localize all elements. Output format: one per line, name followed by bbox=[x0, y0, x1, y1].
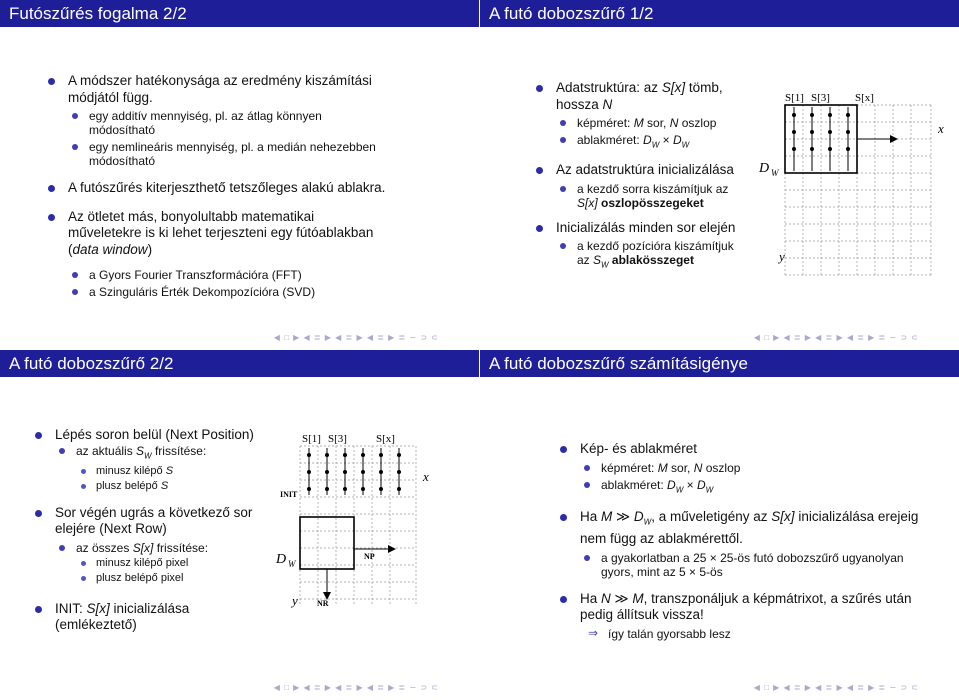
t: a kezdő sorra kiszámítjuk az bbox=[577, 181, 729, 196]
t: ≫ bbox=[610, 590, 633, 606]
label-dw-sub: W bbox=[288, 559, 296, 569]
t: oszlopösszegeket bbox=[597, 195, 704, 210]
t: N bbox=[601, 590, 611, 606]
t: D bbox=[633, 508, 644, 524]
sub-bullet bbox=[580, 461, 938, 475]
t: D bbox=[667, 477, 676, 492]
t: ablakösszeget bbox=[608, 253, 694, 268]
t: inicializálása erejeig nem függ az ablakmérettől. bbox=[580, 508, 919, 547]
t: × bbox=[683, 477, 697, 492]
t: S[x] bbox=[577, 195, 598, 210]
t: oszlop bbox=[702, 460, 741, 475]
slide-3-body bbox=[0, 377, 479, 700]
t: M bbox=[632, 590, 644, 606]
t: W bbox=[643, 517, 652, 527]
sub-bullet bbox=[55, 541, 263, 585]
t: Inicializálás minden sor elején bbox=[556, 219, 736, 235]
label-s3: S[3] bbox=[328, 433, 347, 445]
label-dw: D bbox=[759, 161, 770, 176]
t: S[x] bbox=[86, 600, 110, 616]
slide-3-content bbox=[33, 427, 263, 644]
t: Adatstruktúra: az bbox=[556, 80, 662, 95]
t: N bbox=[602, 96, 613, 112]
sub-bullet bbox=[68, 109, 391, 137]
sub-bullet bbox=[68, 268, 391, 282]
nav-controls[interactable]: ◀ □ ▶ ◀ ≣ ▶ ◀ ≣ ▶ ◀ ≣ ▶ ≣ ∽ ⊃ ⊂ bbox=[273, 683, 439, 692]
t: képméret: bbox=[601, 460, 658, 475]
bullet bbox=[534, 220, 749, 273]
label-y: y bbox=[779, 249, 785, 264]
slide-4 bbox=[480, 350, 959, 700]
t: Lépés soron belül (Next Position) bbox=[55, 427, 254, 442]
t: N bbox=[669, 116, 679, 130]
slide-1-body bbox=[0, 27, 479, 350]
slide-4-content bbox=[558, 441, 938, 651]
label-sx: S[x] bbox=[376, 433, 395, 445]
t: S[x] bbox=[661, 80, 686, 95]
sub-bullet bbox=[55, 444, 263, 493]
label-x: x bbox=[938, 121, 944, 136]
sub-bullet bbox=[556, 182, 749, 210]
t: Sor végén ugrás a következő sor elejére (Next Row) bbox=[55, 504, 253, 537]
nav-controls[interactable]: ◀ □ ▶ ◀ ≣ ▶ ◀ ≣ ▶ ◀ ≣ ▶ ≣ ∽ ⊃ ⊂ bbox=[273, 333, 439, 342]
label-x: x bbox=[423, 469, 429, 484]
bullet-text-end: ) bbox=[147, 241, 153, 257]
label-s3: S[3] bbox=[811, 92, 830, 104]
t: a gyakorlatban a 25 × 25-ös futó dobozszűrő ugyanolyan gyors, mint az 5 × 5-ös bbox=[601, 550, 904, 579]
implies-icon: ⇒ bbox=[588, 625, 599, 640]
t: , transzponáljuk a képmátrixot, a szűrés után pedig állítsuk vissza! bbox=[580, 590, 912, 623]
t: × bbox=[659, 133, 673, 147]
t: , a műveletigény az bbox=[651, 508, 772, 524]
bullet bbox=[558, 441, 938, 497]
bullet bbox=[46, 73, 391, 168]
label-nr: NR bbox=[317, 599, 329, 608]
t: plusz belépő pixel bbox=[96, 571, 184, 584]
t: W bbox=[675, 484, 684, 494]
implication-line bbox=[580, 627, 938, 641]
sub-bullet bbox=[580, 478, 938, 497]
t: D bbox=[643, 133, 652, 147]
t: sor, bbox=[643, 116, 670, 130]
label-init: INIT bbox=[280, 490, 298, 499]
t: M bbox=[601, 508, 613, 524]
label-sx: S[x] bbox=[855, 92, 874, 104]
t: inicializálása (emlékeztető) bbox=[55, 600, 190, 633]
t: plusz belépő bbox=[96, 479, 161, 492]
slide-1 bbox=[0, 0, 479, 350]
t: minusz kilépő bbox=[96, 464, 166, 477]
t: sor, bbox=[667, 460, 694, 475]
t: INIT: bbox=[55, 600, 87, 616]
bullet-text: A módszer hatékonysága az eredmény kiszámítási módjától függ. bbox=[68, 73, 372, 105]
sub-bullet-text: a Gyors Fourier Transzformációra (FFT) bbox=[89, 268, 302, 282]
t: oszlop bbox=[678, 116, 717, 130]
t: így talán gyorsabb lesz bbox=[608, 626, 731, 641]
t: S bbox=[165, 464, 174, 477]
bullet-text: Az ötletet más, bonyolultabb matematikai műveletekre is ki lehet terjeszteni egy fútóablakban ( bbox=[68, 208, 374, 257]
sub-bullet-text: a Szinguláris Érték Dekompozícióra (SVD) bbox=[89, 285, 316, 299]
slide-4-body bbox=[480, 377, 959, 700]
t: W bbox=[705, 484, 714, 494]
sub-bullet bbox=[556, 239, 749, 272]
t: M bbox=[633, 116, 644, 130]
np-arrowhead bbox=[388, 545, 396, 553]
t: W bbox=[681, 140, 690, 150]
label-np: NP bbox=[364, 552, 375, 561]
bullet bbox=[46, 180, 391, 197]
t: Az adatstruktúra inicializálása bbox=[556, 162, 734, 178]
window-box bbox=[300, 517, 354, 569]
sub-bullet-text: egy nemlineáris mennyiség, pl. a medián nehezebben módosítható bbox=[89, 140, 376, 168]
sub-bullet bbox=[556, 116, 749, 130]
t: N bbox=[693, 460, 703, 475]
sub-bullet bbox=[580, 551, 938, 579]
label-dw: D bbox=[276, 552, 287, 567]
slide-2-content bbox=[534, 80, 749, 283]
slide-2-body bbox=[480, 27, 959, 350]
nav-controls[interactable]: ◀ □ ▶ ◀ ≣ ▶ ◀ ≣ ▶ ◀ ≣ ▶ ≣ ∽ ⊃ ⊂ bbox=[753, 333, 919, 342]
t: Ha bbox=[580, 508, 602, 524]
sub-sub-bullet bbox=[76, 480, 263, 493]
label-s1: S[1] bbox=[302, 433, 321, 445]
t: frissítése: bbox=[153, 540, 209, 555]
t: ≫ bbox=[612, 508, 634, 524]
t: D bbox=[696, 477, 706, 492]
bullet-italic: data window bbox=[72, 241, 148, 257]
label-dw-sub: W bbox=[771, 168, 779, 178]
slide-4-title: A futó dobozszűrő számításigénye bbox=[480, 350, 959, 377]
bullet bbox=[534, 80, 749, 152]
bullet bbox=[33, 427, 263, 493]
t: tömb, hossza bbox=[556, 80, 723, 112]
bullet bbox=[558, 509, 938, 579]
t: S bbox=[593, 253, 602, 268]
bullet bbox=[46, 209, 391, 300]
t: Ha bbox=[580, 590, 602, 606]
t: a kezdő pozícióra kiszámítjuk bbox=[577, 239, 734, 254]
bullet-text: A futószűrés kiterjeszthető tetszőleges alakú ablakra. bbox=[68, 180, 386, 195]
t: ablakméret: bbox=[601, 477, 668, 492]
t: az összes bbox=[76, 540, 133, 555]
slide-1-title: Futószűrés fogalma 2/2 bbox=[0, 0, 479, 27]
bullet bbox=[33, 505, 263, 585]
t: W bbox=[144, 450, 152, 460]
bullet bbox=[558, 591, 938, 641]
t: Kép- és ablakméret bbox=[580, 441, 698, 456]
sub-sub-bullet bbox=[76, 557, 263, 570]
grid bbox=[785, 105, 931, 275]
nav-controls[interactable]: ◀ □ ▶ ◀ ≣ ▶ ◀ ≣ ▶ ◀ ≣ ▶ ≣ ∽ ⊃ ⊂ bbox=[753, 683, 919, 692]
sub-sub-bullet bbox=[76, 572, 263, 585]
t: képméret: bbox=[577, 116, 634, 130]
t: az bbox=[577, 253, 594, 268]
slide-2 bbox=[480, 0, 959, 350]
slide-2-title: A futó dobozszűrő 1/2 bbox=[480, 0, 959, 27]
bullet bbox=[534, 162, 749, 210]
sub-bullet bbox=[68, 140, 391, 168]
sub-bullet bbox=[68, 285, 391, 299]
next-arrowhead bbox=[890, 135, 898, 143]
t: M bbox=[657, 460, 668, 475]
t: ablakméret: bbox=[577, 133, 644, 147]
t: frissítése: bbox=[151, 443, 207, 458]
t: az aktuális bbox=[76, 443, 137, 458]
t: S bbox=[160, 479, 169, 492]
t: S bbox=[136, 443, 145, 458]
t: minusz kilépő pixel bbox=[96, 556, 189, 569]
t: W bbox=[601, 260, 609, 270]
box-filter-diagram-2 bbox=[272, 429, 472, 639]
t: W bbox=[651, 140, 660, 150]
slide-3-title: A futó dobozszűrő 2/2 bbox=[0, 350, 479, 377]
sub-bullet-text: egy additív mennyiség, pl. az átlag könnyen módosítható bbox=[89, 109, 322, 137]
label-y: y bbox=[292, 593, 298, 608]
t: S[x] bbox=[771, 508, 795, 524]
label-s1: S[1] bbox=[785, 92, 804, 104]
sub-sub-bullet bbox=[76, 465, 263, 478]
sub-bullet bbox=[556, 133, 749, 152]
box-filter-diagram-1 bbox=[755, 85, 955, 295]
bullet bbox=[33, 601, 263, 634]
t: S[x] bbox=[132, 540, 154, 555]
slide-1-content bbox=[46, 73, 391, 309]
t: D bbox=[672, 133, 682, 147]
slide-3 bbox=[0, 350, 479, 700]
